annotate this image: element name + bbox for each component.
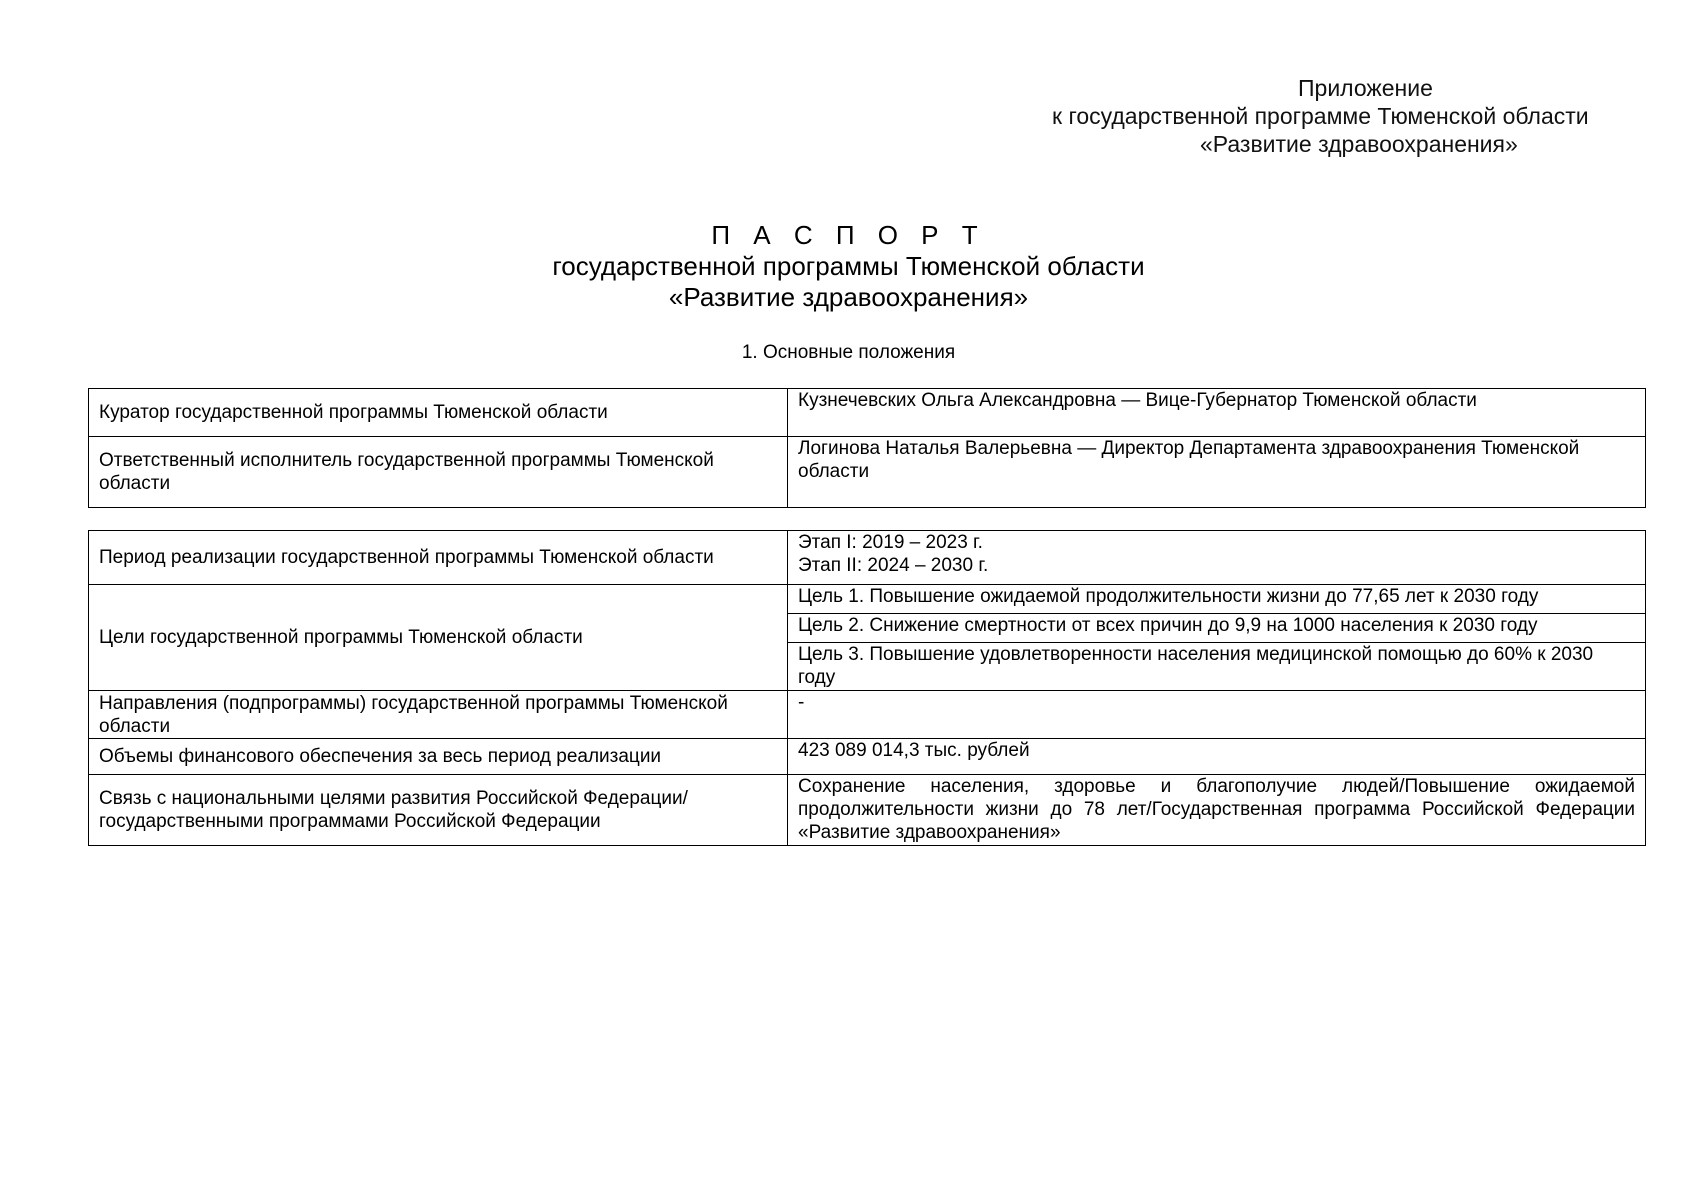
funding-label: Объемы финансового обеспечения за весь период реализации xyxy=(89,739,788,775)
title-program-name: «Развитие здравоохранения» xyxy=(668,282,1029,312)
executor-value: Логинова Наталья Валерьевна — Директор Департамента здравоохранения Тюменской области xyxy=(788,437,1646,508)
title-program: государственной программы Тюменской области xyxy=(552,251,1145,281)
main-provisions-table-1 xyxy=(88,388,1646,508)
period-value xyxy=(788,531,1646,585)
table-row xyxy=(89,775,1646,846)
table-row xyxy=(89,389,1646,437)
table-row xyxy=(89,585,1646,614)
appendix-line-3: «Развитие здравоохранения» xyxy=(1200,131,1518,157)
goal-3: Цель 3. Повышение удовлетворенности населения медицинской помощью до 60% к 2030 году xyxy=(788,643,1646,691)
table-row xyxy=(89,437,1646,508)
period-stage-2: Этап II: 2024 – 2030 г. xyxy=(798,555,989,576)
appendix-header xyxy=(1020,74,1697,158)
national-goals-label: Связь с национальными целями развития Российской Федерации/ государственными программами Российской Федерации xyxy=(89,775,788,846)
directions-label: Направления (подпрограммы) государственной программы Тюменской области xyxy=(89,691,788,739)
document-title xyxy=(0,220,1697,313)
period-label: Период реализации государственной программы Тюменской области xyxy=(89,531,788,585)
period-stage-1: Этап I: 2019 – 2023 г. xyxy=(798,532,983,553)
section-heading: 1. Основные положения xyxy=(741,342,956,363)
curator-value: Кузнечевских Ольга Александровна — Вице-Губернатор Тюменской области xyxy=(788,389,1646,437)
table-row xyxy=(89,531,1646,585)
goals-label: Цели государственной программы Тюменской области xyxy=(89,585,788,691)
goal-2: Цель 2. Снижение смертности от всех причин до 9,9 на 1000 населения к 2030 году xyxy=(788,614,1646,643)
directions-value: - xyxy=(788,691,1646,739)
funding-value: 423 089 014,3 тыс. рублей xyxy=(788,739,1646,775)
table-row xyxy=(89,691,1646,739)
executor-label: Ответственный исполнитель государственной программы Тюменской области xyxy=(89,437,788,508)
main-provisions-table-2 xyxy=(88,530,1646,846)
table-row xyxy=(89,739,1646,775)
goal-1: Цель 1. Повышение ожидаемой продолжительности жизни до 77,65 лет к 2030 году xyxy=(788,585,1646,614)
appendix-line-2: к государственной программе Тюменской области xyxy=(1052,103,1589,129)
appendix-line-1: Приложение xyxy=(1298,75,1433,101)
curator-label: Куратор государственной программы Тюменской области xyxy=(89,389,788,437)
title-passport: П А С П О Р Т xyxy=(711,220,986,250)
national-goals-value: Сохранение населения, здоровье и благополучие людей/Повышение ожидаемой продолжительности жизни до 78 лет/Государственная программа Российской Федерации «Развитие здравоохранения» xyxy=(788,775,1646,846)
